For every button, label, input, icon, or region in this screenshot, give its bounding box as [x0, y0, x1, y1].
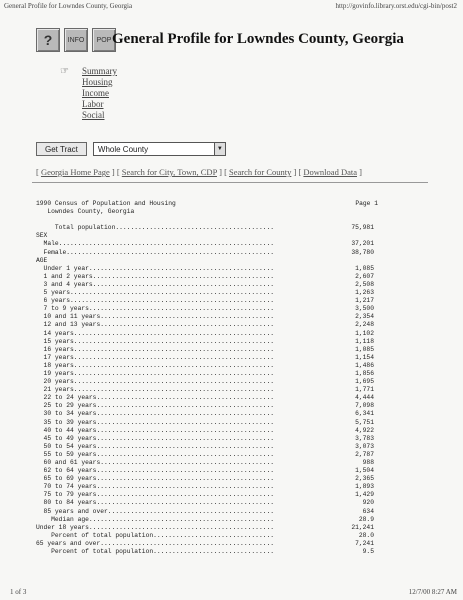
report-row-label: Under 1 year................................................. [36, 264, 275, 272]
report-row-value: 1,085 [355, 264, 374, 272]
report-row-label: SEX [36, 232, 48, 240]
report-row-value: 28.0 [358, 531, 374, 539]
report-row-value: 988 [362, 459, 374, 466]
top-links: [ Georgia Home Page ] [ Search for City, Town, CDP ] [ Search for County ] [ Download Data ] [36, 167, 362, 177]
report-row [36, 386, 374, 394]
report-row [36, 297, 374, 305]
print-footer-page: 1 of 3 [10, 588, 27, 596]
page-title: General Profile for Lowndes County, Georgia [112, 31, 404, 47]
geography-select-value: Whole County [97, 144, 149, 154]
report-row [36, 378, 374, 386]
report-row [36, 362, 374, 370]
report-row-value: 1,429 [355, 491, 374, 499]
report-row-label: 21 years..................................................... [36, 386, 275, 394]
report-row-label: 19 years..................................................... [36, 369, 275, 377]
report-row-label: 14 years..................................................... [36, 329, 275, 337]
report-row-label: 40 to 44 years............................................... [36, 426, 275, 434]
report-row-value: 4,922 [355, 426, 374, 434]
report-row [36, 443, 374, 451]
report-row-label: 50 to 54 years............................................... [36, 442, 275, 450]
report-row-label: 25 to 29 years............................................... [36, 402, 275, 410]
report-row-label: 65 years and over.............................................. [36, 539, 275, 547]
report-row [36, 435, 374, 443]
report-row-value: 1,893 [355, 483, 374, 491]
report-row [36, 499, 374, 507]
report-row [36, 313, 374, 321]
section-nav [60, 66, 117, 121]
link-search-county[interactable]: Search for County [229, 167, 292, 177]
report-row-value: 2,787 [355, 450, 374, 458]
report-row [36, 370, 374, 378]
report-row [36, 321, 374, 329]
report-row-value: 1,856 [355, 369, 374, 377]
report-row-value: 3,783 [355, 434, 374, 442]
print-header-url: http://govinfo.library.orst.edu/cgi-bin/post2 [335, 2, 457, 10]
report-row-value [340, 232, 374, 240]
geography-select[interactable] [93, 142, 226, 156]
report-row [36, 273, 374, 281]
report-row-label: 20 years..................................................... [36, 378, 275, 386]
report-row [36, 354, 374, 362]
report-row [36, 410, 374, 418]
report-row-value: 6,341 [355, 410, 374, 418]
report-row [36, 427, 374, 435]
report-row-value: 2,365 [355, 475, 374, 483]
report-row-value: 2,607 [355, 272, 374, 280]
report-rows [36, 224, 374, 556]
report-row-value: 1,771 [355, 386, 374, 394]
report-row-value: 2,508 [355, 280, 374, 288]
report-row-value: 1,217 [355, 297, 374, 305]
report-row [36, 338, 374, 346]
report-row [36, 281, 374, 289]
report-row [36, 459, 374, 467]
report-row-label: 5 years...................................................... [36, 289, 275, 297]
report-row-label: Male......................................................... [36, 240, 275, 248]
nav-link-labor[interactable]: Labor [82, 99, 104, 109]
link-georgia-home[interactable]: Georgia Home Page [40, 167, 110, 177]
report-row-value: 5,751 [355, 418, 374, 426]
report-row [36, 508, 374, 516]
report-row-label: 55 to 59 years............................................... [36, 450, 275, 458]
nav-link-summary[interactable]: Summary [82, 66, 117, 76]
print-header-title: General Profile for Lowndes County, Georgia [4, 2, 133, 10]
report-row [36, 548, 374, 556]
get-tract-button[interactable]: Get Tract [36, 142, 87, 156]
report-heading: 1990 Census of Population and Housing [36, 200, 176, 207]
report-row-value: 38,780 [351, 248, 374, 256]
report-row-value: 9.5 [362, 548, 374, 556]
report-row-label: Percent of total population................................ [36, 548, 275, 556]
report-row [36, 483, 374, 491]
toolbar [36, 28, 116, 52]
report-row [36, 524, 374, 532]
report-row-label: 3 and 4 years................................................ [36, 280, 275, 288]
report-row-label: 75 to 79 years............................................... [36, 491, 275, 499]
link-download-data[interactable]: Download Data [303, 167, 357, 177]
pointing-hand-icon: ☞ [60, 66, 69, 77]
nav-link-social[interactable]: Social [82, 110, 105, 120]
report-row-value: 1,102 [355, 329, 374, 337]
report-row [36, 491, 374, 499]
report-row-value: 3,500 [355, 305, 374, 313]
report-row-label: 15 years..................................................... [36, 337, 275, 345]
report-row [36, 330, 374, 338]
report-row [36, 540, 374, 548]
report-row-value: 1,118 [355, 337, 374, 345]
report-row [36, 346, 374, 354]
report-row-label: Median age................................................. [36, 515, 275, 523]
print-footer-datetime: 12/7/00 8:27 AM [408, 588, 457, 596]
report-row-label: AGE [36, 256, 48, 264]
report-row-label: 85 years and over............................................ [36, 507, 275, 515]
nav-link-income[interactable]: Income [82, 88, 109, 98]
report-row-value: 37,201 [351, 240, 374, 248]
report-row-label: 22 to 24 years............................................... [36, 394, 275, 402]
report-row-label: 10 and 11 years.............................................. [36, 313, 275, 321]
report-row-label: 7 to 9 years................................................. [36, 305, 275, 313]
population-icon[interactable]: POP [92, 28, 116, 52]
report-row-value: 1,486 [355, 361, 374, 369]
report-row-label: 12 and 13 years.............................................. [36, 321, 275, 329]
report-row-label: 16 years..................................................... [36, 345, 275, 353]
tract-controls [36, 142, 226, 156]
report-row [36, 516, 374, 524]
report-row-label: 80 to 84 years............................................... [36, 499, 275, 507]
report-row-label: Female....................................................... [36, 248, 275, 256]
report-row-value: 2,248 [355, 321, 374, 329]
report-row [36, 289, 374, 297]
report-row-value: 75,981 [351, 224, 374, 232]
report-row-value: 21,241 [351, 523, 374, 531]
dropdown-arrow-icon[interactable]: ▼ [214, 143, 225, 155]
report-row-value: 3,073 [355, 442, 374, 450]
report-row-label: 70 to 74 years............................................... [36, 483, 275, 491]
report-row-value: 1,263 [355, 289, 374, 297]
report-row [36, 394, 374, 402]
report-row-label: 60 and 61 years.............................................. [36, 459, 275, 466]
report-row-value: 1,085 [355, 345, 374, 353]
report-row-value: 1,695 [355, 378, 374, 386]
report-row-label: 45 to 49 years............................................... [36, 434, 275, 442]
report-row-label: 1 and 2 years................................................ [36, 272, 275, 280]
report-row [36, 402, 374, 410]
report-row-value: 7,241 [355, 539, 374, 547]
report-row-label: 30 to 34 years............................................... [36, 410, 275, 418]
report-row-label: Total population.......................................... [36, 224, 275, 232]
help-icon[interactable]: ? [36, 28, 60, 52]
report-row [36, 305, 374, 313]
report-page-number: Page 1 [355, 200, 378, 207]
report-row [36, 265, 374, 273]
report-row-value: 1,154 [355, 353, 374, 361]
report-row-value: 2,354 [355, 313, 374, 321]
report-row-value: 634 [362, 507, 374, 515]
report-row-label: 17 years..................................................... [36, 353, 275, 361]
report-row-label: 65 to 69 years............................................... [36, 475, 275, 483]
report-row-value: 920 [362, 499, 374, 507]
report-row [36, 467, 374, 475]
nav-link-housing[interactable]: Housing [82, 77, 113, 87]
report-row [36, 419, 374, 427]
report-row-value: 28.9 [358, 515, 374, 523]
report-row-label: 35 to 39 years............................................... [36, 418, 275, 426]
info-icon[interactable]: INFO [64, 28, 88, 52]
report-row [36, 224, 374, 232]
census-report [36, 200, 378, 556]
report-county: Lowndes County, Georgia [47, 208, 135, 216]
report-row-label: Percent of total population................................ [36, 531, 275, 539]
report-row-value [340, 257, 374, 265]
link-search-city[interactable]: Search for City, Town, CDP [121, 167, 217, 177]
report-row-label: 6 years...................................................... [36, 297, 275, 305]
report-row [36, 532, 374, 540]
report-row [36, 249, 374, 257]
report-row-label: Under 18 years................................................. [36, 523, 275, 531]
report-row [36, 451, 374, 459]
report-row-label: 18 years..................................................... [36, 361, 275, 369]
report-row [36, 232, 374, 240]
report-row [36, 240, 374, 248]
divider [32, 182, 428, 183]
report-row-label: 62 to 64 years............................................... [36, 467, 275, 475]
report-row-value: 1,504 [355, 467, 374, 475]
report-row [36, 257, 374, 265]
report-row-value: 4,444 [355, 394, 374, 402]
report-row-value: 7,098 [355, 402, 374, 410]
report-row [36, 475, 374, 483]
